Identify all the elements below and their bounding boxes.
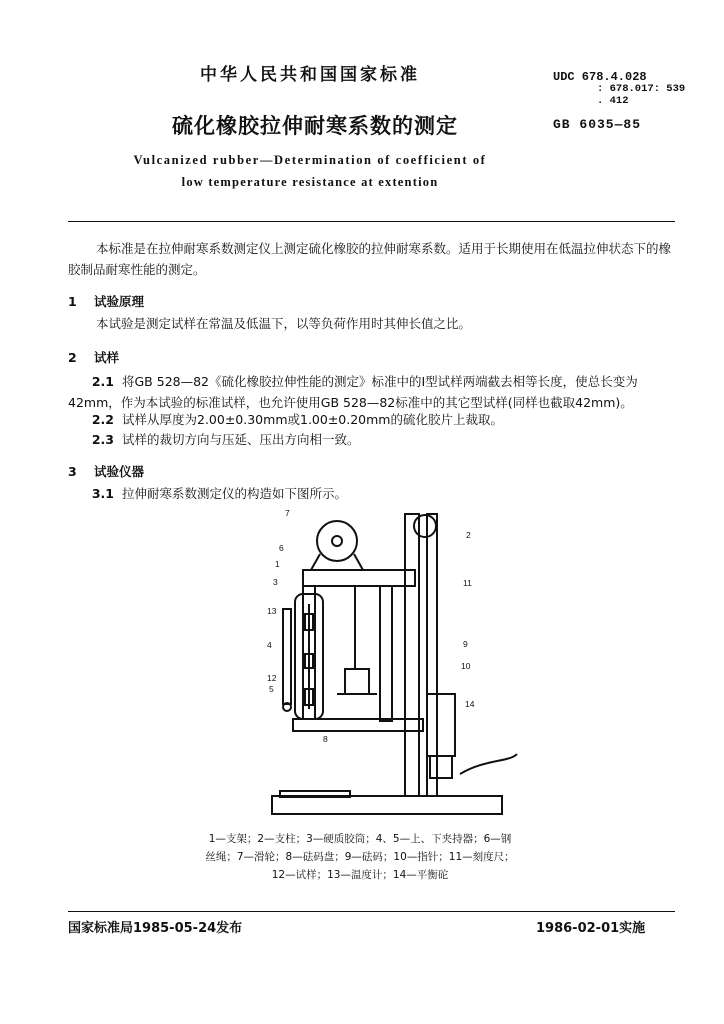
clause-text: 将GB 528—82《硫化橡胶拉伸性能的测定》标准中的Ⅰ型试样两端截去相等长度，使总长变为42mm，作为本试验的标准试样，也允许使用GB 528—82标准中的其它型试样(同样也截取42mm)。 [68, 374, 638, 410]
label-11: 11 [463, 578, 472, 588]
section-title: 试验仪器 [94, 464, 145, 479]
issue-date: 国家标准局1985-05-24发布 [68, 921, 243, 936]
scale-ruler [380, 586, 392, 721]
clause-number: 2.1 [91, 374, 114, 389]
document-title-en-line2: low temperature resistance at extention [181, 175, 439, 189]
clause-number: 2.3 [91, 432, 114, 447]
clause-number: 2.2 [91, 412, 114, 427]
clause-2-3 [68, 429, 674, 450]
label-10: 10 [461, 661, 471, 671]
pillar [405, 514, 419, 796]
section-1-heading [68, 292, 144, 310]
standard-name: 中华人民共和国国家标准 [200, 65, 420, 85]
intro-paragraph: 本标准是在拉伸耐寒系数测定仪上测定硫化橡胶的拉伸耐寒系数。适用于长期使用在低温拉伸状态下的橡胶制品耐寒性能的测定。 [68, 241, 672, 277]
frame-bottom [293, 719, 423, 731]
udc-line-1: UDC 678.4.028 [553, 70, 647, 84]
document-title-en-line1: Vulcanized rubber—Determination of coefficient of [133, 153, 487, 167]
clause-2-1 [68, 371, 674, 413]
base-plate [272, 796, 502, 814]
section-3-heading [68, 462, 144, 480]
thermometer [283, 609, 291, 704]
footer-divider [68, 911, 675, 912]
caption-line-2: 丝绳；7—滑轮；8—砝码盘；9—砝码；10—指针；11—刻度尺； [205, 851, 515, 863]
clause-text: 试样从厚度为2.00±0.30mm或1.00±0.20mm的硫化胶片上裁取。 [122, 412, 503, 427]
apparatus-diagram [255, 504, 525, 826]
base-foot [280, 791, 350, 797]
frame-top [303, 570, 415, 586]
document-title-cn: 硫化橡胶拉伸耐寒系数的测定 [172, 114, 458, 138]
udc-line-3: . 412 [597, 95, 629, 107]
label-7: 7 [285, 508, 290, 518]
caption-line-3: 12—试样；13—温度计；14—平衡砣 [271, 869, 449, 881]
power-cable [460, 754, 517, 774]
section-number: 2 [68, 350, 77, 365]
udc-code [553, 71, 685, 107]
pulley [317, 521, 357, 561]
label-9: 9 [463, 639, 468, 649]
section-number: 3 [68, 464, 77, 479]
section-number: 1 [68, 294, 77, 309]
weights [345, 669, 369, 694]
clause-text: 试样的裁切方向与压延、压出方向相一致。 [122, 432, 360, 447]
label-6: 6 [279, 543, 284, 553]
section-1-body: 本试验是测定试样在常温及低温下，以等负荷作用时其伸长值之比。 [96, 316, 472, 331]
section-title: 试样 [94, 350, 120, 365]
label-8: 8 [323, 734, 328, 744]
gb-number: GB 6035—85 [553, 117, 642, 132]
effective-date: 1986-02-01实施 [536, 921, 646, 936]
label-2: 2 [466, 530, 471, 540]
udc-line-2: : 678.017: 539 [597, 83, 686, 95]
header-divider [68, 221, 675, 222]
figure-caption [150, 830, 570, 884]
caption-line-1: 1—支架；2—支柱；3—硬质胶筒；4、5—上、下夹持器；6—钢 [208, 833, 512, 845]
section-title: 试验原理 [94, 294, 145, 309]
section-2-heading [68, 348, 119, 366]
clause-number: 3.1 [91, 486, 114, 501]
label-1: 1 [275, 559, 280, 569]
label-12: 12 [267, 673, 277, 683]
label-3: 3 [273, 577, 278, 587]
label-5: 5 [269, 684, 274, 694]
counterweight [427, 694, 455, 756]
clause-3-1 [68, 483, 674, 504]
label-14: 14 [465, 699, 475, 709]
clause-text: 拉伸耐寒系数测定仪的构造如下图所示。 [122, 486, 348, 501]
clause-2-2 [68, 409, 674, 430]
label-13: 13 [267, 606, 277, 616]
label-4: 4 [267, 640, 272, 650]
